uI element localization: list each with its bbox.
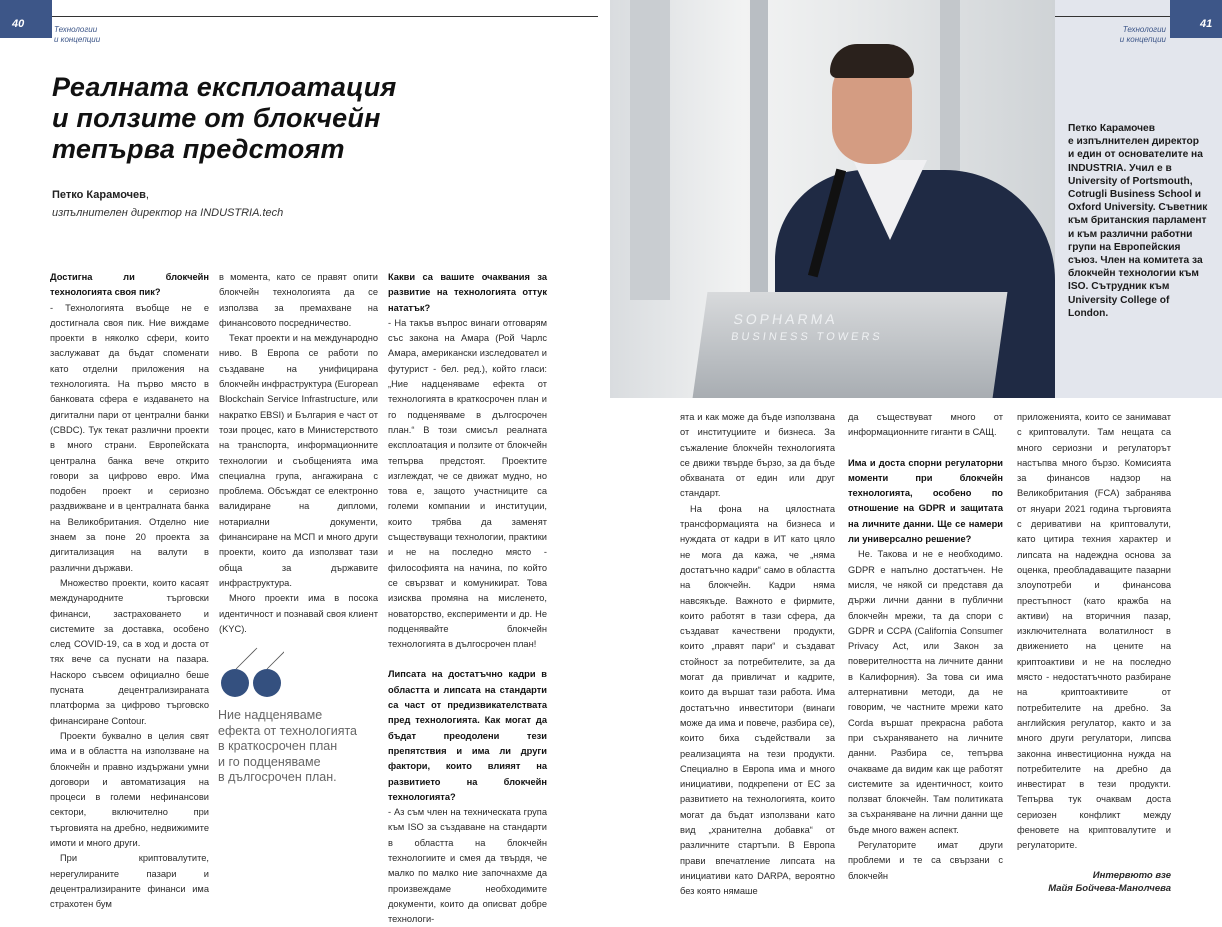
title-line: тепърва предстоят — [52, 134, 345, 164]
text-column-6 — [1017, 410, 1171, 896]
text-column-4 — [680, 410, 835, 900]
author-name: Петко Карамочев — [52, 189, 146, 201]
text-column-3 — [388, 270, 547, 927]
question: Има и доста спорни регулаторни моменти при блокчейн технологията, особено по отношение на GDPR и защитата на личните данни. Ще се намери ли универсално решение? — [848, 457, 1003, 545]
paragraph: При криптовалутите, нерегулираните пазари и децентрализираните финанси има страхотен бум — [50, 853, 209, 910]
paragraph: - На такъв въпрос винаги отговарям със закона на Амара (Рой Чарлс Амара, американски изследовател и футурист - бел. ред.), който гласи: „Ние надценяваме ефекта от технологията в краткосрочен план и го подценяваме в дългосрочен план.“ В този смисъл реалната експлоатация и ползите от блокчейн тепърва предстоят. Проектите изглеждат, че се движат мудно, но това е, защото участниците са големи компании и институции, които трябва да заменят съществуващи технологии, практики и не на последно място - философията на начина, по който се свързват и комуникират. Това изисква промяна на мисленето, новаторство, експерименти и др. Не подценявайте блокчейн технологията в дългосрочен план! — [388, 317, 547, 650]
podium — [693, 292, 1008, 398]
quote-line: Ние надценяваме — [218, 708, 323, 722]
section-label — [54, 25, 100, 45]
title-line: Реалната експлоатация — [52, 72, 397, 102]
section-line: Технологии — [54, 25, 98, 34]
text-column-1 — [50, 270, 209, 912]
author-bio — [1068, 122, 1208, 320]
interview-credit — [1017, 869, 1171, 896]
section-line: Технологии — [1122, 25, 1166, 34]
paragraph: приложенията, които се занимават с криптовалути. Там нещата са много сериозни и регулаторът настъпва много бързо. Комисията за финансов надзор на Великобритания (FCA) забранява от януари 2021 година търговията с деривативи на криптовалути, като цитира техния характер и липсата на надеждна основа за оценка, преобладаващите пазарни злоупотреби и финансова престъпност (като кражба на активи) на вторичния пазар, изключителната волатилност в движението на цените на криптоактиви и не на последно място - недостатъчното разбиране на криптоактивите от потребителите на дребно. За английския регулатор, както и за много други регулатори, липсва законна инвестиционна нужда на потребителите на дребно да инвестират в тези продукти. Тепърва тук очаквам доста сериозен конфликт между феновете на криптовалутите и регулаторите. — [1017, 412, 1171, 851]
question: Липсата на достатъчно кадри в областта и липсата на стандарти са част от предизвикателствата пред технологията. Как могат да бъдат преодолени тези препятствия и има ли други фактори, които влияят на развитието на блокчейн технологията? — [388, 669, 547, 802]
credit-line: Интервюто взе — [1092, 869, 1171, 881]
paragraph: Множество проекти, които касаят международните търговски финанси, застраховането и системите за доставка, особено след COVID-19, са в ход и доста от тях вече са пуснати на пазара. Наскоро съвсем официално беше пусната децентрализираната платформа за цифрово търговско финансиране Contour. — [50, 577, 209, 726]
paragraph: - Технологията въобще не е достигнала своя пик. Ние виждаме проекти в няколко сфери, които заслужават да бъдат споменати като отделни приложения на технологията. На първо място в банковата сфера е издаването на дигитални пари от централни банки (CBDC). Тук текат различни проекти в много страни. Европейската централна банка вече открито говори за цифрово евро. Има подобен проект и сериозно раздвижване и в централната банка на Великобритания. Отделно ние знаем за поне 20 проекта за дигитализация на валути в различни държави. — [50, 302, 209, 573]
window-frame — [750, 0, 768, 320]
podium-text: SOPHARMA — [732, 311, 839, 327]
paragraph: в момента, като се правят опити блокчейн технологията да се използва за премахване на финансовото посредничество. — [219, 272, 378, 328]
page-number: 40 — [0, 0, 52, 38]
paragraph: Регулаторите имат други проблеми и те са свързани с блокчейн — [848, 840, 1003, 881]
byline: Петко Карамочев, изпълнителен директор на INDUSTRIA.tech — [52, 186, 283, 222]
portrait-photo — [610, 0, 1055, 398]
paragraph: Много проекти има в посока идентичност и познавай своя клиент (KYC). — [219, 593, 378, 634]
paragraph: - Аз съм член на техническата група към ISO за създаване на стандарти в областта на блокчейн технологиите и смея да твърдя, че малко по малко ние започнахме да произвеждаме необходимите документи, които да описват добре технологи- — [388, 807, 547, 925]
paragraph: Текат проекти и на международно ниво. В Европа се работи по създаване на унифицирана блокчейн инфраструктура (European Blockchain Service Infrastructure, или накратко EBSI) и България е част от този процес, като в Министерството на транспорта, информационните технологии и съобщенията има специална група, ангажирана с проблема. Обсъждат се електронно валидиране на дипломи, нотариални документи, финансиране на МСП и много други проекти, които да използват тази обща за държавите инфраструктура. — [219, 333, 378, 588]
title-line: и ползите от блокчейн — [52, 103, 381, 133]
podium-text: BUSINESS TOWERS — [730, 331, 884, 343]
quote-marks-icon — [220, 645, 284, 701]
text-column-5 — [848, 410, 1003, 884]
header-rule — [13, 16, 598, 17]
pull-quote — [218, 708, 357, 786]
author-role: изпълнителен директор на INDUSTRIA.tech — [52, 207, 284, 219]
bio-name: Петко Карамочев — [1068, 123, 1155, 134]
bio-text: е изпълнителен директор и един от основателите на INDUSTRIA. Учил е в University of Portsmouth, Cotrugli Business School и Oxford University. Съветник към британския парламент и към различни работни групи на Европейския съюз. Член на комитета за блокчейн технологии към ISO. Сътрудник към University College of London. — [1068, 136, 1208, 319]
question: Достигна ли блокчейн технологията своя пик? — [50, 272, 209, 298]
page-number: 41 — [1170, 0, 1222, 38]
paragraph: Проекти буквално в целия свят има и в областта на използване на блокчейн и правно издържани умни договори и автоматизация на процеси в големи нефинансови сектори, включително при търговията на дребно, недвижимите имоти и много други. — [50, 730, 209, 848]
question: Какви са вашите очаквания за развитие на технологията оттук нататък? — [388, 272, 547, 313]
paragraph: да съществуват много от информационните гиганти в САЩ. — [848, 412, 1003, 438]
text-column-2 — [219, 270, 378, 637]
section-line: и концепции — [1119, 35, 1166, 44]
paragraph: ята и как може да бъде използвана от институциите и бизнеса. За съжаление блокчейн технологията се движи твърде бързо, за да бъде обхваната от един или друг стандарт. — [680, 412, 835, 499]
credit-line: Майя Бойчева-Манолчева — [1048, 883, 1171, 895]
window-frame — [630, 0, 670, 300]
hair — [830, 44, 914, 78]
quote-line: в краткосрочен план — [218, 739, 338, 753]
section-line: и концепции — [54, 35, 101, 44]
article-title — [52, 72, 397, 165]
quote-line: в дългосрочен план. — [218, 770, 337, 784]
quote-line: ефекта от технологията — [218, 723, 358, 738]
paragraph: Не. Такова и не е необходимо. GDPR е напълно достатъчен. Не мисля, че някой си представя да държи лични данни в публични блокчейн мрежи, та да спори с GDPR и CCPA (California Consumer Privacy Act, или Закон за поверителността на личните данни в Калифорния). За това си има алтернативни методи, да не говорим, че частните мрежи като Corda вършат прекрасна работа при съхраняването на личните данни. Разбира се, тепърва очакваме да видим как ще работят системите за идентичност, които ползват блокчейн. Там политиката за съхраняване на лични данни ще бъде много важен аспект. — [848, 549, 1003, 835]
paragraph: На фона на цялостната трансформацията на бизнеса и нуждата от кадри в ИТ като цяло не мога да кажа, че „няма достатъчно кадри“ само в областта на блокчейн. Кадри няма навсякъде. Важното е фирмите, които работят в тази сфера, да създават качествени продукти, които „правят пари“ и създават стойност за потребителите, за да могат да привличат и кадрите, които да вършат тази работа. Има достатъчно инвеститори (винаги може да има и повече, разбира се), които биха съдействали за реализацията на тези продукти. Специално в Европа има и много инициативи, подкрепени от ЕС за развитието на технологията, които могат да бъдат използвани като вид „хранителна добавка“ от различните стартъпи. В Европа прави впечатление липсата на инициативи като DARPA, вероятно без която нямаше — [680, 503, 835, 897]
section-label — [1080, 25, 1166, 45]
quote-line: и го подценяваме — [218, 754, 321, 769]
